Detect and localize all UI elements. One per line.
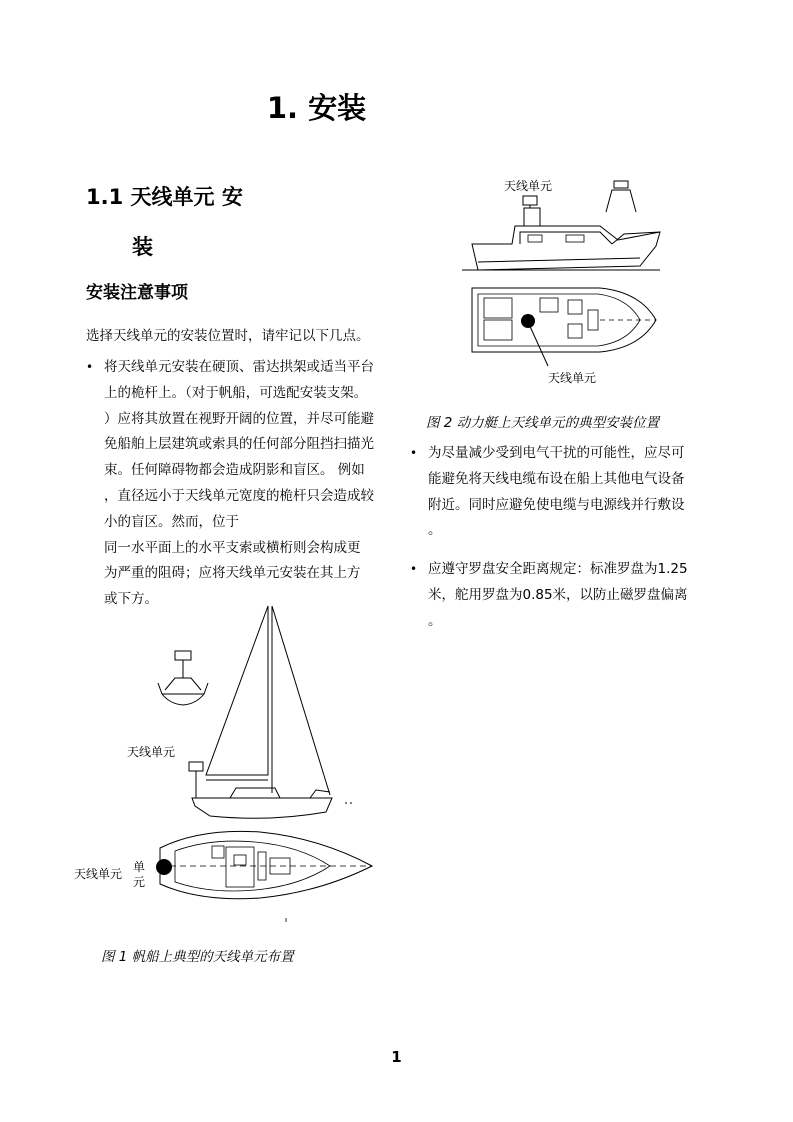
bullet-line: 小的盲区。然而，位于 — [104, 513, 239, 530]
page-number: 1 — [391, 1048, 402, 1066]
section-title-line2: 装 — [132, 235, 153, 259]
powerboat-side-view — [462, 196, 660, 270]
bullet-line: 米，舵用罗盘为0.85米，以防止磁罗盘偏离 — [428, 586, 688, 603]
bullet-line: 。 — [428, 522, 442, 539]
subsection-title: 安装注意事项 — [86, 283, 188, 303]
bullet-line: • 应遵守罗盘安全距离规定：标准罗盘为1.25 — [428, 561, 688, 578]
bullet-line: 为严重的阻碍；应将天线单元安装在其上方 — [104, 565, 361, 582]
figure1-plan-label: 天线单元 — [74, 867, 123, 881]
powerboat-plan-view — [472, 288, 656, 366]
figure2-top-label: 天线单元 — [504, 179, 553, 193]
bullet-line: 免船舶上层建筑或索具的任何部分阻挡扫描光 — [104, 436, 374, 453]
powerboat-front-view — [606, 181, 636, 212]
bullet-line: • 为尽量减少受到电气干扰的可能性，应尽可 — [428, 445, 685, 461]
section-title-line1: 1.1 天线单元 安 — [86, 185, 243, 209]
figure2-caption: 图 2 动力艇上天线单元的典型安装位置 — [426, 415, 660, 431]
bullet-line: ，直径远小于天线单元宽度的桅杆只会造成较 — [104, 487, 374, 504]
figure2-bottom-label: 天线单元 — [548, 371, 597, 385]
antenna-position-marker — [521, 314, 535, 328]
intro-paragraph: 选择天线单元的安装位置时，请牢记以下几点。 — [86, 328, 370, 344]
chapter-title: 1. 安装 — [266, 91, 367, 125]
bullet-line: 附近。同时应避免使电缆与电源线并行敷设 — [428, 496, 685, 513]
bullet-line: • 将天线单元安装在硬顶、雷达拱架或适当平台 — [104, 359, 374, 375]
bullet-line: ）应将其放置在视野开阔的位置，并尽可能避 — [104, 410, 374, 427]
bullet-line: 能避免将天线电缆布设在船上其他电气设备 — [428, 470, 685, 487]
bullet-line: 同一水平面上的水平支索或横桁则会构成更 — [104, 539, 361, 556]
bullet-line: 上的桅杆上。（对于帆船，可选配安装支架。 — [104, 384, 368, 401]
bullet-line: 束。任何障碍物都会造成阴影和盲区。 例如 — [104, 462, 365, 479]
figure1-side-label: 天线单元 — [127, 745, 176, 759]
bullet-line: 或下方。 — [104, 591, 158, 608]
bullet-line: 。 — [428, 612, 442, 629]
figure1-plan-small-label: 单 元 — [133, 860, 146, 889]
figure1-caption: 图 1 帆船上典型的天线单元布置 — [101, 949, 294, 965]
